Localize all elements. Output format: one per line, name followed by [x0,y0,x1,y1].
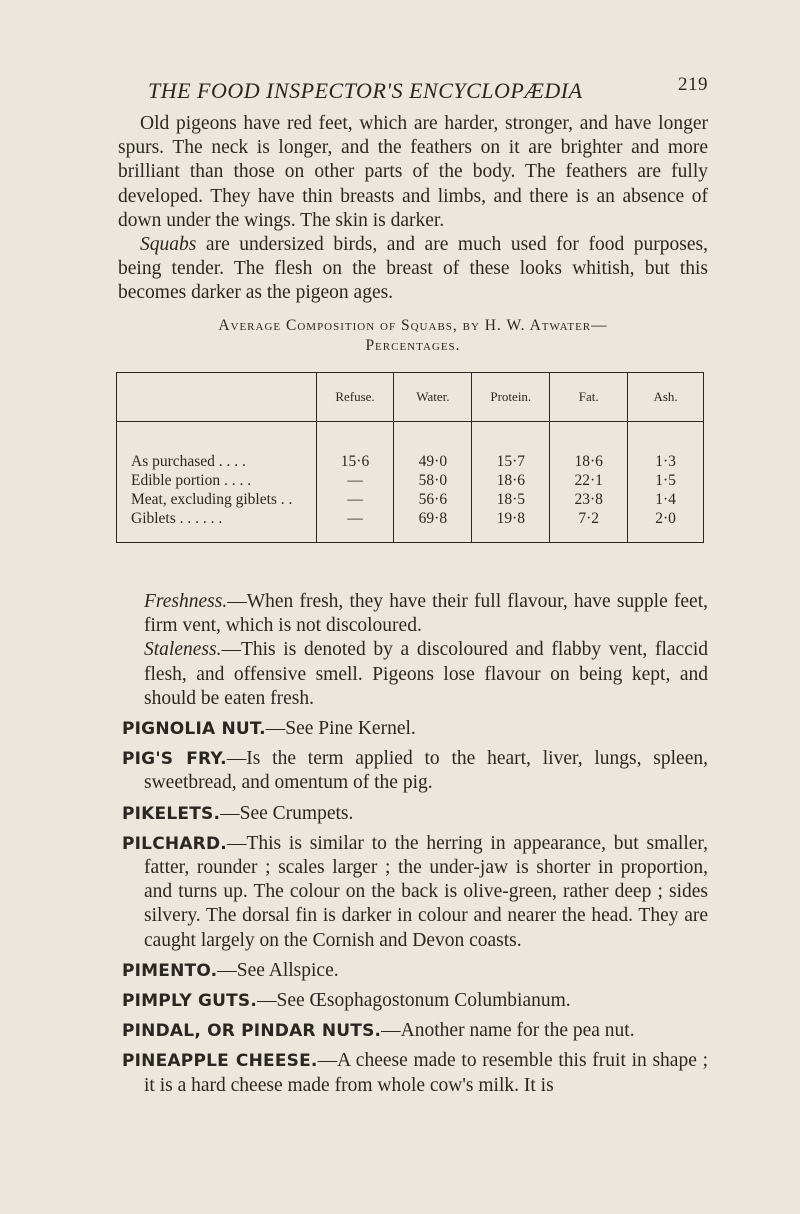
table-caption-line1: Average Composition of Squabs, by H. W. Atwater— [218,316,608,334]
cell-fat: 7·2 [550,509,628,543]
cell-ash: 1·3 [628,422,704,472]
entry-pigs-fry [122,747,708,795]
table-row [117,422,704,472]
old-pigeons-paragraph: Old pigeons have red feet, which are harder, stronger, and have longer spurs. The neck is longer, and the feathers on it are brighter and more brilliant than those on other parts of the body. The feathers are fully developed. They have thin breasts and limbs, and there is an absence of down under the wings. The skin is darker. [118,113,708,231]
entry-head: PILCHARD. [122,833,227,854]
running-title: THE FOOD INSPECTOR'S ENCYCLOPÆDIA [148,78,583,103]
table-row [117,509,704,543]
row-label: As purchased . . . . [117,422,317,472]
entry-text: —A cheese made to resemble this fruit in shape ; it is a hard cheese made from whole cow's milk. It is [144,1050,708,1096]
cell-protein: 19·8 [472,509,550,543]
cell-ash: 1·5 [628,471,704,490]
cell-refuse: — [316,490,394,509]
cell-ash: 1·4 [628,490,704,509]
entry-text: —Another name for the pea nut. [381,1020,635,1042]
entry-text: —See Pine Kernel. [265,718,416,740]
cell-water: 49·0 [394,422,472,472]
entry-text: —Is the term applied to the heart, liver, lungs, spleen, sweetbread, and omentum of the pig. [144,748,708,794]
cell-ash: 2·0 [628,509,704,543]
cell-protein: 18·6 [472,471,550,490]
staleness-text: —This is denoted by a discoloured and flabby vent, flaccid flesh, and offensive smell. Pigeons lose flavour on being kept, and should be eaten fresh. [144,639,708,709]
table-row [117,471,704,490]
cell-refuse: — [316,471,394,490]
cell-water: 56·6 [394,490,472,509]
entry-text: —See Crumpets. [220,802,354,824]
table-header-row [117,373,704,422]
entry-pindal-nuts [122,1019,708,1043]
cell-fat: 18·6 [550,422,628,472]
entry-head: PIKELETS. [122,803,221,824]
table-row [117,490,704,509]
cell-fat: 22·1 [550,471,628,490]
squabs-text: are undersized birds, and are much used for food purposes, being tender. The flesh on the breast of these looks whitish, but this becomes darker as the pigeon ages. [118,234,708,304]
squabs-term: Squabs [140,234,197,256]
row-label: Edible portion . . . . [117,471,317,490]
entry-pignolia-nut [122,717,708,741]
column-header: Protein. [472,373,550,422]
entry-head: PIG'S FRY. [122,749,227,770]
freshness-term: Freshness. [144,591,228,612]
entry-text: —This is similar to the herring in appearance, but smaller, fatter, rounder ; scales larger ; the under-jaw is shorter in proportion, and turns up. The colour on the back is olive-green, rather deep ; sides silvery. The dorsal fin is darker in colour and nearer the head. They are caught largely on the Cornish and Devon coasts. [144,832,708,951]
entry-pilchard [122,832,708,953]
entry-head: PIMENTO. [122,960,218,981]
table-caption-line2: Percentages. [365,336,461,354]
cell-water: 58·0 [394,471,472,490]
entry-head: PIGNOLIA NUT. [122,719,266,740]
entry-head: PIMPLY GUTS. [122,991,258,1012]
body-section [122,590,708,1098]
entry-pimento [122,959,708,983]
running-header [148,74,708,104]
row-label: Giblets . . . . . . [117,509,317,543]
entry-text: —See Allspice. [217,959,339,981]
cell-fat: 23·8 [550,490,628,509]
staleness-paragraph [122,638,708,711]
cell-protein: 15·7 [472,422,550,472]
freshness-text: —When fresh, they have their full flavour, have supple feet, firm vent, which is not discoloured. [144,591,708,637]
entry-pimply-guts [122,989,708,1013]
table-caption [118,316,708,356]
cell-refuse: 15·6 [316,422,394,472]
staleness-term: Staleness. [144,639,222,661]
squabs-paragraph [118,233,708,306]
column-header: Water. [394,373,472,422]
entry-pineapple-cheese [122,1049,708,1097]
entry-head: PINDAL, OR PINDAR NUTS. [122,1021,382,1042]
page-number: 219 [678,74,708,95]
column-header [117,373,317,422]
cell-water: 69·8 [394,509,472,543]
cell-refuse: — [316,509,394,543]
entry-head: PINEAPPLE CHEESE. [122,1051,318,1072]
entry-pikelets [122,802,708,826]
intro-section [118,112,708,356]
composition-table [116,372,704,543]
cell-protein: 18·5 [472,490,550,509]
freshness-paragraph [122,590,708,638]
entry-text: —See Œsophagostonum Columbianum. [257,990,571,1012]
column-header: Fat. [550,373,628,422]
column-header: Refuse. [316,373,394,422]
column-header: Ash. [628,373,704,422]
row-label: Meat, excluding giblets . . [117,490,317,509]
